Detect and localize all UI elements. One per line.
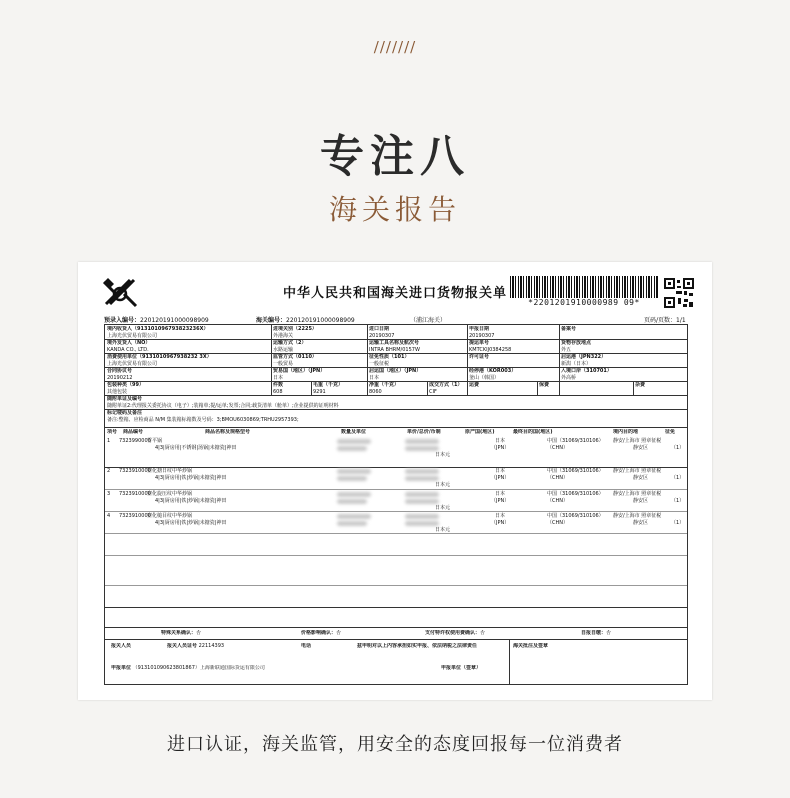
- departure-port-field: 启运港（JPN322） 新潟（日本）: [561, 354, 607, 367]
- declaring-unit: 申报单位 （913101090623801867）上海新联通国际货运有限公司: [111, 665, 265, 671]
- customs-name: （浦江海关）: [410, 317, 447, 324]
- self-declare-confirm: 自报自缴：否: [581, 630, 612, 636]
- bill-of-lading-field: 提运单号 KMTCKIJ0384258: [469, 340, 512, 353]
- transport-mode-field: 运输方式（2） 水路运输: [273, 340, 307, 353]
- goods-header-dest: 最终目的国(地区): [513, 429, 553, 435]
- page-title: 专注八: [320, 131, 470, 182]
- entry-port-field: 入境口岸（310701） 外高桥: [561, 368, 612, 381]
- barcode-number: *2201201910000989 09*: [528, 298, 640, 307]
- special-relation-confirm: 特殊关系确认：否: [161, 630, 202, 636]
- goods-header-domestic: 境内目的地: [613, 429, 639, 435]
- license-field: 许可证号: [469, 354, 490, 360]
- decorative-slashes: ///////: [373, 38, 417, 56]
- customs-emblem-icon: [100, 274, 140, 310]
- page-count: 页码/页数：1/1: [644, 317, 686, 324]
- customs-number: 海关编号：220120191000098909: [256, 317, 355, 324]
- goods-row: 4 7323910000 窒化槌目纹中华炒锅 4|3|厨房用|铁|炒锅|未搪瓷|神田 日本元 日本 （JPN） 中国（31069/310106） （CHN） 静安/上海市 照章征税 静安区 （1）: [107, 513, 685, 533]
- phone-label: 电话: [301, 643, 312, 649]
- consumer-unit-field: 消费使用单位（9131010967938232 3X） 上海光伏贸易有限公司: [107, 354, 212, 367]
- goods-header-origin: 原产国(地区): [465, 429, 495, 435]
- goods-header-code: 商品编号: [123, 429, 144, 435]
- goods-row: 1 7323990000 雪平锅 4|3|厨房用|不锈钢|汤锅|未搪瓷|神田 日本元 日本 （JPN） 中国（31069/310106） （CHN） 静安/上海市 照章征税 静安区 （1）: [107, 438, 685, 458]
- declarant-cert: 报关人员证号 22114393: [167, 643, 225, 649]
- transit-port-field: 经停港（KOR003） 釜山（韩国）: [469, 368, 517, 381]
- consignee-field: 境内收货人（913101096793823236X） 上海光伏贸易有限公司: [107, 326, 209, 339]
- royalty-confirm: 支付特许权使用费确认：否: [425, 630, 486, 636]
- goods-row: 2 7323910000 窒化搪日纹中华炒锅 4|3|厨房用|铁|炒锅|未搪瓷|神田 日本元 日本 （JPN） 中国（31069/310106） （CHN） 静安/上海市 照章征税 静安区 （1）: [107, 468, 685, 488]
- deal-mode-field: 成交方式（1） CIF: [429, 382, 463, 395]
- barcode: [510, 276, 658, 298]
- legal-statement: 兹申明对以上内容承担如实申报、依法纳税之法律责任: [357, 643, 478, 649]
- attached-docs-field: 随附单证及编号 随附单证2:代理报关委托协议（电子）;装箱单;提/运单;发票;合同;载货清单（舱单）;企业提供的证明材料: [107, 396, 339, 409]
- marks-remarks-field: 标记唛码及备注 备注:整箱、应检商品 N/M 集装箱标箱数及号码：3;BMOU6030869;TRHU2957393;: [107, 410, 299, 423]
- record-number-field: 备案号: [561, 326, 577, 332]
- net-weight-field: 净重（千克） 8060: [369, 382, 400, 395]
- page-subtitle: 海关报告: [328, 193, 461, 226]
- freight-field: 运费: [469, 382, 480, 388]
- footer-slogan: 进口认证，海关监管，用安全的态度回报每一位消费者: [167, 734, 623, 755]
- customs-note-label: 海关批注及签章: [513, 643, 549, 649]
- declaration-grid: [104, 324, 688, 685]
- customs-declaration-document: [78, 262, 712, 700]
- entry-customs-field: 进境关别（2225） 外港海关: [273, 326, 317, 339]
- storage-location-field: 货物存放地点 外五: [561, 340, 592, 353]
- tax-nature-field: 征免性质（101） 一般征税: [369, 354, 410, 367]
- insurance-field: 保费: [539, 382, 550, 388]
- goods-header-no: 项号: [107, 429, 118, 435]
- qr-code-icon: [664, 278, 694, 308]
- misc-fee-field: 杂费: [635, 382, 646, 388]
- goods-header-qty: 数量及单位: [341, 429, 367, 435]
- gross-weight-field: 毛重（千克） 9291: [313, 382, 344, 395]
- seal-label: 申报单位（签章）: [441, 665, 482, 671]
- supervision-mode-field: 监管方式（0110） 一般贸易: [273, 354, 317, 367]
- goods-header-price: 单价/总价/币制: [407, 429, 441, 435]
- vessel-field: 运输工具名称及航次号 INTRA BHRM/0157W: [369, 340, 420, 353]
- pre-entry-number: 预录入编号：220120191000098909: [104, 317, 209, 324]
- goods-header-name: 商品名称及规格型号: [205, 429, 251, 435]
- trade-country-field: 贸易国（地区）（JPN） 日本: [273, 368, 326, 381]
- declaration-title: 中华人民共和国海关进口货物报关单: [283, 286, 508, 301]
- declare-date-field: 申报日期 20190307: [469, 326, 495, 339]
- price-impact-confirm: 价格影响确认：否: [301, 630, 342, 636]
- package-count-field: 件数 608: [273, 382, 284, 395]
- goods-header-exempt: 征免: [665, 429, 676, 435]
- shipper-field: 境外发货人（NO） KANDA CO., LTD.: [107, 340, 151, 353]
- import-date-field: 进口日期 20190307: [369, 326, 395, 339]
- departure-country-field: 启运国（地区）（JPN） 日本: [369, 368, 422, 381]
- contract-field: 合同协议号 20190212: [107, 368, 133, 381]
- package-type-field: 包装种类（99） 其他包装: [107, 382, 144, 395]
- goods-row: 3 7323910000 窒化旋压纹中华炒锅 4|3|厨房用|铁|炒锅|未搪瓷|神田 日本元 日本 （JPN） 中国（31069/310106） （CHN） 静安/上海市 照章征税 静安区 （1）: [107, 491, 685, 511]
- declarant-label: 报关人员: [111, 643, 132, 649]
